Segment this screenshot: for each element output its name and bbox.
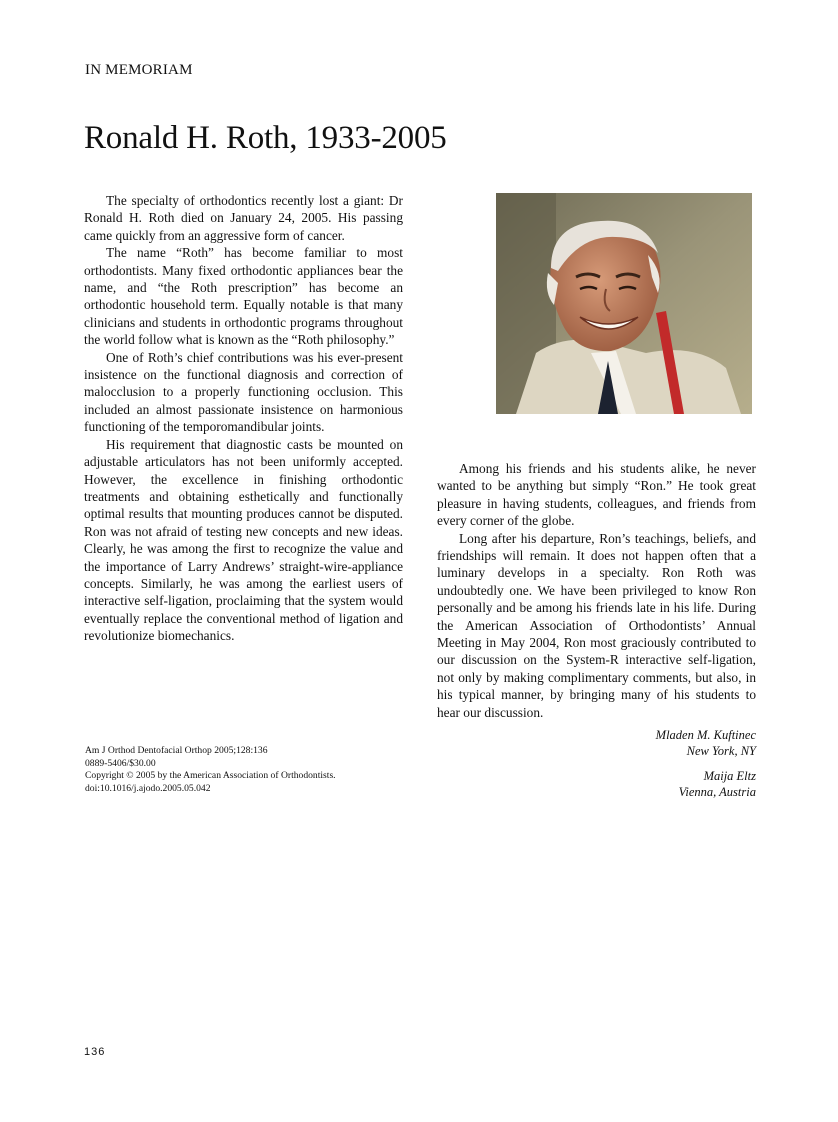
issn-price: 0889-5406/$30.00 bbox=[85, 757, 156, 769]
signature-block bbox=[656, 727, 756, 759]
paragraph: The specialty of orthodontics recently lost a giant: Dr Ronald H. Roth died on January 24, 2005. His passing came quickly from an aggressive form of cancer. bbox=[84, 193, 403, 243]
page-number: 136 bbox=[84, 1046, 106, 1058]
right-column bbox=[437, 460, 756, 721]
author-location: Vienna, Austria bbox=[678, 785, 756, 799]
paragraph: One of Roth’s chief contributions was his ever-present insistence on the functional diagnosis and correction of malocclusion to a properly functioning occlusion. This included an almost passionate insistence on harmonious functioning of the temporomandibular joints. bbox=[84, 349, 403, 435]
copyright-notice: Copyright © 2005 by the American Association of Orthodontists. bbox=[85, 770, 336, 782]
author-name: Maija Eltz bbox=[703, 769, 756, 783]
left-column bbox=[84, 192, 403, 645]
author-location: New York, NY bbox=[686, 744, 756, 758]
citation-block bbox=[85, 745, 336, 795]
paragraph: His requirement that diagnostic casts be mounted on adjustable articulators has not been uniformly accepted. However, the excellence in finishing orthodontic treatments and obtaining esthetically and functionally optimal results that mounting produces cannot be disputed. Ron was not afraid of testing new concepts and new ideas. Clearly, he was among the first to recognize the value and the importance of Larry Andrews’ straight-wire-appliance concepts. Similarly, he was among the earliest users of interactive self-ligation, proclaiming that the system would eventually replace the conventional method of ligation and revolutionize biomechanics. bbox=[84, 436, 403, 644]
signature-block bbox=[679, 768, 756, 800]
doi: doi:10.1016/j.ajodo.2005.05.042 bbox=[85, 782, 211, 794]
journal-citation: Am J Orthod Dentofacial Orthop 2005;128:136 bbox=[85, 745, 268, 756]
section-label: IN MEMORIAM bbox=[85, 62, 193, 78]
paragraph: Among his friends and his students alike, he never wanted to be anything but simply “Ron.” He took great pleasure in having students, colleagues, and friends from every corner of the globe. bbox=[437, 461, 756, 529]
paragraph: Long after his departure, Ron’s teachings, beliefs, and friendships will remain. It does not happen often that a luminary develops in a specialty. Ron Roth was undoubtedly one. We have been privileged to know Ron personally and be among his friends late in his life. During the American Association of Orthodontists’ Annual Meeting in May 2004, Ron most graciously contributed to our discussion on the System-R interactive self-ligation, not only by making complimentary comments, but also, in his typical manner, by bringing many of his students to hear our discussion. bbox=[437, 530, 756, 720]
paragraph: The name “Roth” has become familiar to most orthodontists. Many fixed orthodontic appliances bear the name, and “the Roth prescription” has become an orthodontic household term. Equally notable is that many clinicians and students in orthodontic programs throughout the world follow what is known as the “Roth philosophy.” bbox=[84, 245, 403, 348]
author-name: Mladen M. Kuftinec bbox=[655, 728, 756, 742]
portrait-photo bbox=[496, 193, 752, 414]
article-title: Ronald H. Roth, 1933-2005 bbox=[84, 120, 447, 156]
